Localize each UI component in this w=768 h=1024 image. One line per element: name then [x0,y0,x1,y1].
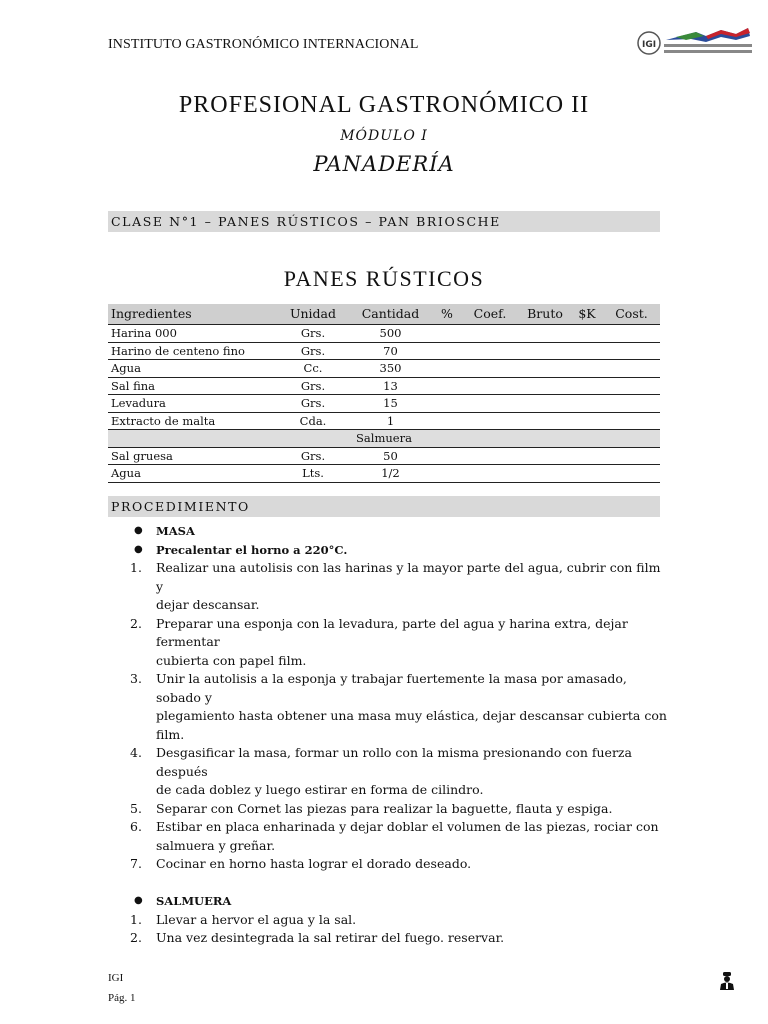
ingredient-unit: Grs. [278,447,348,465]
list-item [130,892,670,911]
step-text: dejar descansar. [156,597,260,612]
ingredient-name: Harina 000 [108,325,278,343]
step-text: Cocinar en horno hasta lograr el dorado deseado. [156,856,472,871]
step-number: 2. [130,930,142,945]
table-row [108,377,660,395]
col-header: Ingredientes [108,304,278,325]
table-row [108,360,660,378]
col-header: Bruto [519,304,571,325]
table-row [108,395,660,413]
step-text: Una vez desintegrada la sal retirar del fuego. reservar. [156,930,505,945]
bullet-icon: ● [134,895,143,906]
ingredient-qty: 350 [348,360,433,378]
step-number: 6. [130,819,142,834]
bullet-icon: ● [134,525,143,536]
module-title: MÓDULO I [340,128,428,144]
ingredient-name: Agua [108,465,278,483]
ingredient-unit: Grs. [278,377,348,395]
preheat-text: Precalentar el horno a 220°C. [156,542,348,557]
ingredient-name: Sal fina [108,377,278,395]
ingredient-qty: 15 [348,395,433,413]
table-subheader-row [108,430,660,448]
section-title: PANES RÚSTICOS [283,266,485,291]
bullet-icon: ● [134,543,143,555]
list-item [130,652,670,671]
step-text: cubierta con papel film. [156,652,307,668]
table-row [108,325,660,343]
table-row [108,465,660,483]
step-number [130,837,156,856]
col-header: % [433,304,461,325]
ingredient-unit: Grs. [278,342,348,360]
ingredient-name: Levadura [108,395,278,413]
ingredient-name: Extracto de malta [108,412,278,430]
ingredient-qty: 13 [348,377,433,395]
step-number: 5. [130,800,142,816]
salmuera-label: SALMUERA [156,894,232,908]
ingredient-qty: 1/2 [348,465,433,483]
list-item [130,911,670,930]
step-number [130,652,156,671]
step-number: 1. [130,560,142,575]
step-number: 3. [130,671,142,686]
step-text: de cada doblez y luego estirar en forma de cilindro. [156,782,484,797]
table-row [108,447,660,465]
ingredient-unit: Cda. [278,412,348,430]
procedure-bar: PROCEDIMIENTO [108,496,660,517]
col-header: Unidad [278,304,348,325]
step-text: plegamiento hasta obtener una masa muy elástica, dejar descansar cubierta con film. [156,708,667,742]
step-text: Unir la autolisis a la esponja y trabajar fuertemente la masa por amasado, sobado y [156,671,627,705]
col-header: Cost. [603,304,660,325]
ingredient-qty: 500 [348,325,433,343]
step-number [130,707,156,744]
table-header-row [108,304,660,325]
list-item [130,800,670,819]
list-item [130,559,670,596]
ingredient-qty: 50 [348,447,433,465]
col-header: $K [571,304,603,325]
ingredient-name: Agua [108,360,278,378]
list-item [130,781,670,800]
step-number: 4. [130,745,142,760]
table-row [108,412,660,430]
step-text: salmuera y greñar. [156,837,276,853]
step-number [130,596,156,615]
ingredient-qty: 1 [348,412,433,430]
subheader-salmuera: Salmuera [108,430,660,448]
ingredients-table [108,304,660,483]
list-item [130,541,670,560]
institute-header: INSTITUTO GASTRONÓMICO INTERNACIONAL [108,37,419,52]
ingredient-name: Sal gruesa [108,447,278,465]
masa-label: MASA [156,524,195,538]
ingredient-unit: Grs. [278,325,348,343]
ingredient-name: Harino de centeno fino [108,342,278,360]
class-bar: CLASE N°1 – PANES RÚSTICOS – PAN BRIOSCHE [108,211,660,232]
chef-icon [718,972,736,990]
step-text: Estibar en placa enharinada y dejar doblar el volumen de las piezas, rociar con [156,819,659,834]
ingredient-unit: Lts. [278,465,348,483]
subject-title: PANADERÍA [313,152,455,176]
step-text: Preparar una esponja con la levadura, parte del agua y harina extra, dejar fermentar [156,615,628,649]
ingredient-unit: Grs. [278,395,348,413]
step-number [130,781,156,800]
footer-org: IGI [108,972,124,984]
step-text: Realizar una autolisis con las harinas y la mayor parte del agua, cubrir con film y [156,560,661,594]
step-text: Llevar a hervor el agua y la sal. [156,911,357,927]
step-text: Desgasificar la masa, formar un rollo con la misma presionando con fuerza después [156,745,632,779]
list-item [130,744,670,781]
list-item [130,522,670,541]
list-item [130,596,670,615]
list-item [130,929,670,948]
list-item [130,615,670,652]
ingredient-unit: Cc. [278,360,348,378]
step-number: 2. [130,615,142,631]
list-item [130,707,670,744]
list-item [130,837,670,856]
list-item [130,818,670,837]
col-header: Cantidad [348,304,433,325]
step-number: 1. [130,911,142,927]
ingredient-qty: 70 [348,342,433,360]
svg-text:IGI: IGI [642,40,657,50]
table-row [108,342,660,360]
list-item [130,670,670,707]
procedure-list [130,522,670,948]
igi-logo-icon [636,28,754,58]
step-text: Separar con Cornet las piezas para realizar la baguette, flauta y espiga. [156,800,613,816]
program-title: PROFESIONAL GASTRONÓMICO II [178,92,590,118]
step-number: 7. [130,856,142,871]
col-header: Coef. [461,304,519,325]
list-item [130,855,670,874]
footer-page-number: Pág. 1 [108,992,136,1004]
